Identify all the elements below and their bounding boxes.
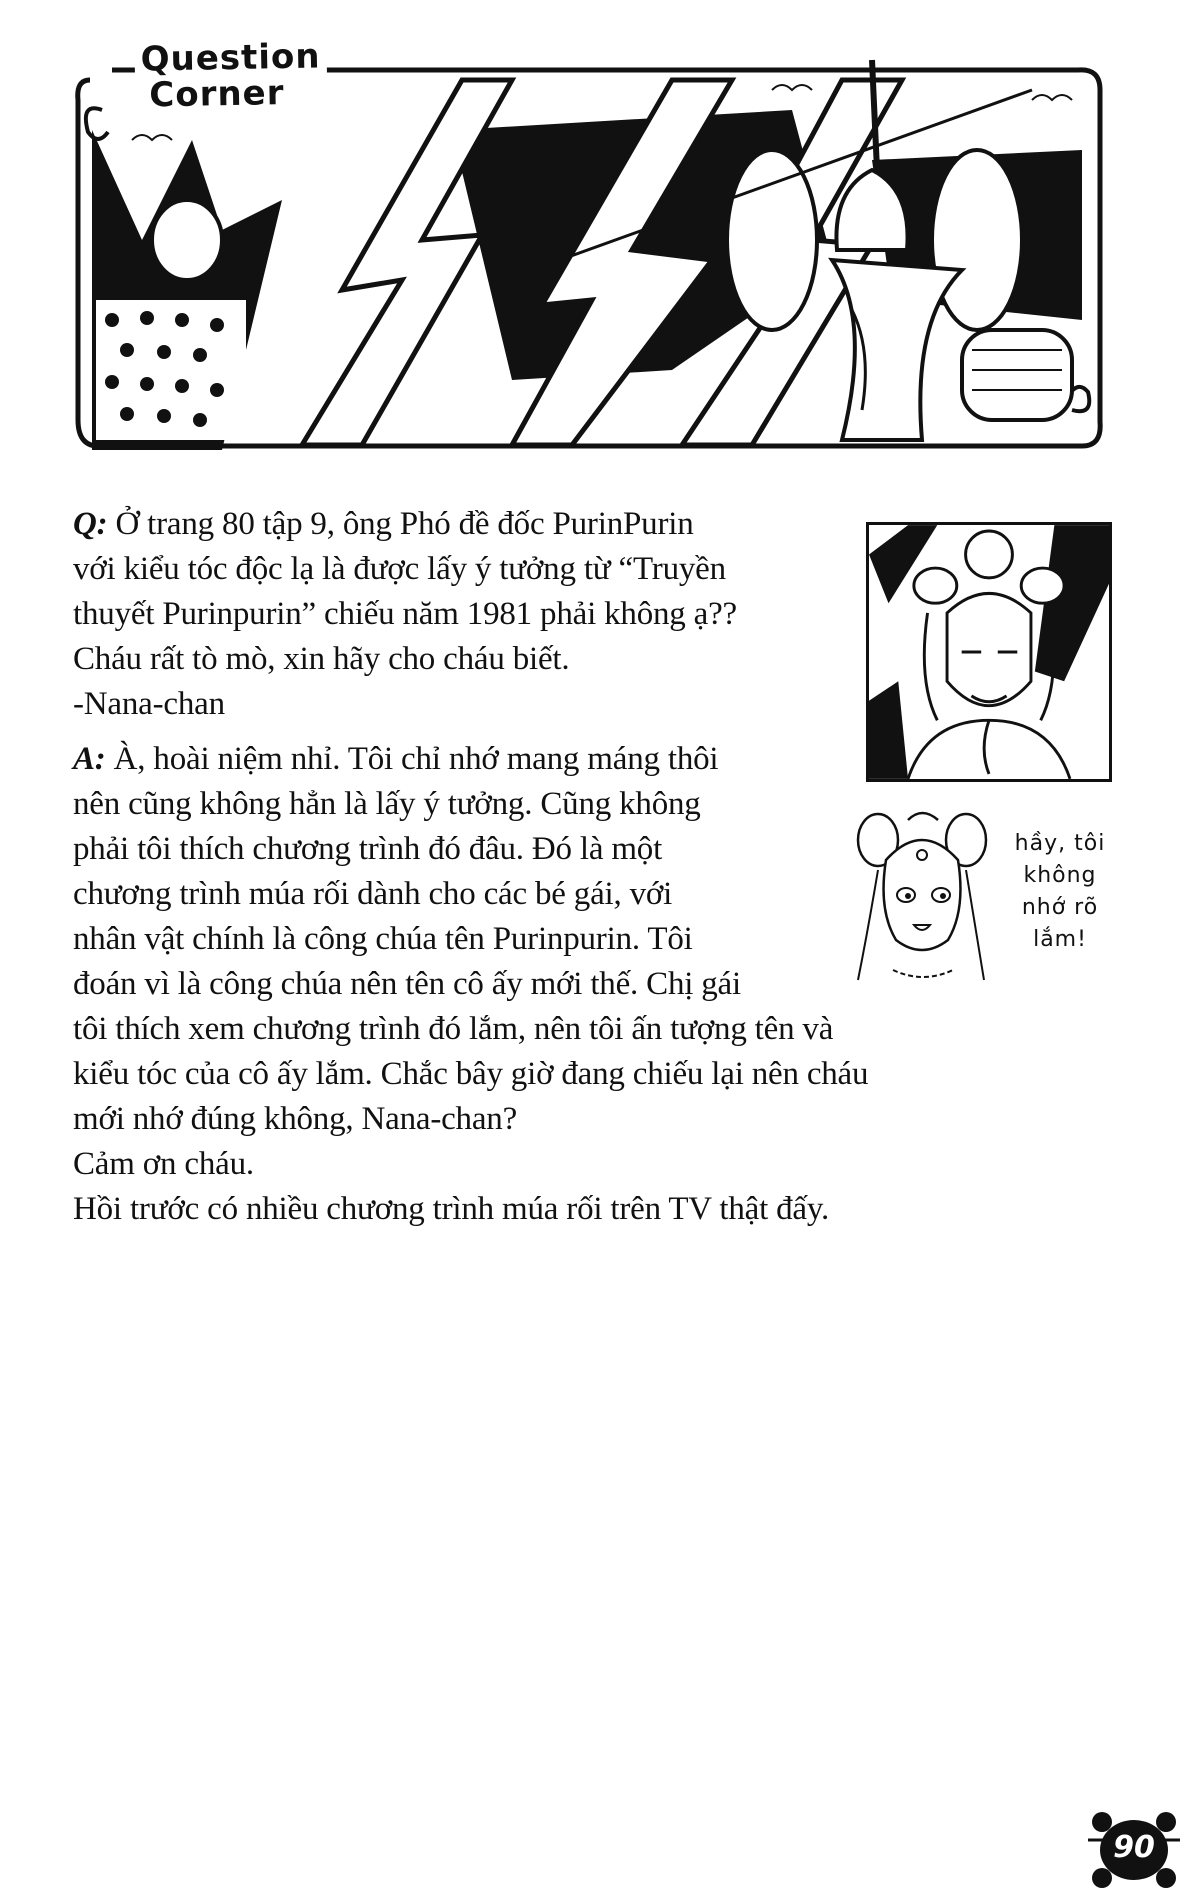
girl-sketch-icon — [848, 800, 994, 990]
question-corner-title — [134, 36, 327, 116]
question-line-1: Q: Ở trang 80 tập 9, ông Phó đề đốc PurinPurin — [73, 506, 694, 542]
answer-line-7: tôi thích xem chương trình đó lắm, nên tôi ấn tượng tên và — [73, 1011, 834, 1047]
answer-line-11: Hồi trước có nhiều chương trình múa rối trên TV thật đấy. — [73, 1191, 830, 1227]
portrait-art-icon — [869, 525, 1109, 779]
vice-admiral-portrait — [866, 522, 1112, 782]
title-line-2: Corner — [148, 73, 285, 116]
answer-label: A: — [73, 741, 106, 777]
answer-line-2: nên cũng không hẳn là lấy ý tưởng. Cũng không — [73, 786, 701, 822]
question-line-4: Cháu rất tò mò, xin hãy cho cháu biết. — [73, 641, 570, 677]
page-number: 90 — [1113, 1830, 1155, 1865]
page-number-badge — [1088, 1808, 1180, 1890]
answer-line-3: phải tôi thích chương trình đó đâu. Đó là một — [73, 831, 663, 867]
question-signature: -Nana-chan — [73, 686, 225, 722]
answer-line-8: kiểu tóc của cô ấy lắm. Chắc bây giờ đang chiếu lại nên cháu — [73, 1056, 869, 1092]
princess-sketch — [848, 800, 994, 990]
question-label: Q: — [73, 506, 108, 542]
answer-line-5: nhân vật chính là công chúa tên Purinpurin. Tôi — [73, 921, 693, 957]
answer-line-4: chương trình múa rối dành cho các bé gái, với — [73, 876, 673, 912]
question-line-2: với kiểu tóc độc lạ là được lấy ý tưởng từ “Truyền — [73, 551, 726, 587]
title-line-1: Question — [140, 36, 321, 80]
speech-line-3: nhớ rõ — [1021, 895, 1099, 920]
speech-text — [1000, 828, 1120, 956]
answer-line-9: mới nhớ đúng không, Nana-chan? — [73, 1101, 518, 1137]
speech-line-2: không — [1023, 863, 1097, 888]
speech-line-4: lắm! — [1033, 927, 1087, 952]
speech-line-1: hầy, tôi — [1014, 831, 1106, 856]
question-line-3: thuyết Purinpurin” chiếu năm 1981 phải không ạ?? — [73, 596, 737, 632]
answer-line-10: Cảm ơn cháu. — [73, 1146, 254, 1182]
answer-line-1: A: À, hoài niệm nhỉ. Tôi chỉ nhớ mang máng thôi — [73, 741, 719, 777]
answer-line-6: đoán vì là công chúa nên tên cô ấy mới thế. Chị gái — [73, 966, 741, 1002]
